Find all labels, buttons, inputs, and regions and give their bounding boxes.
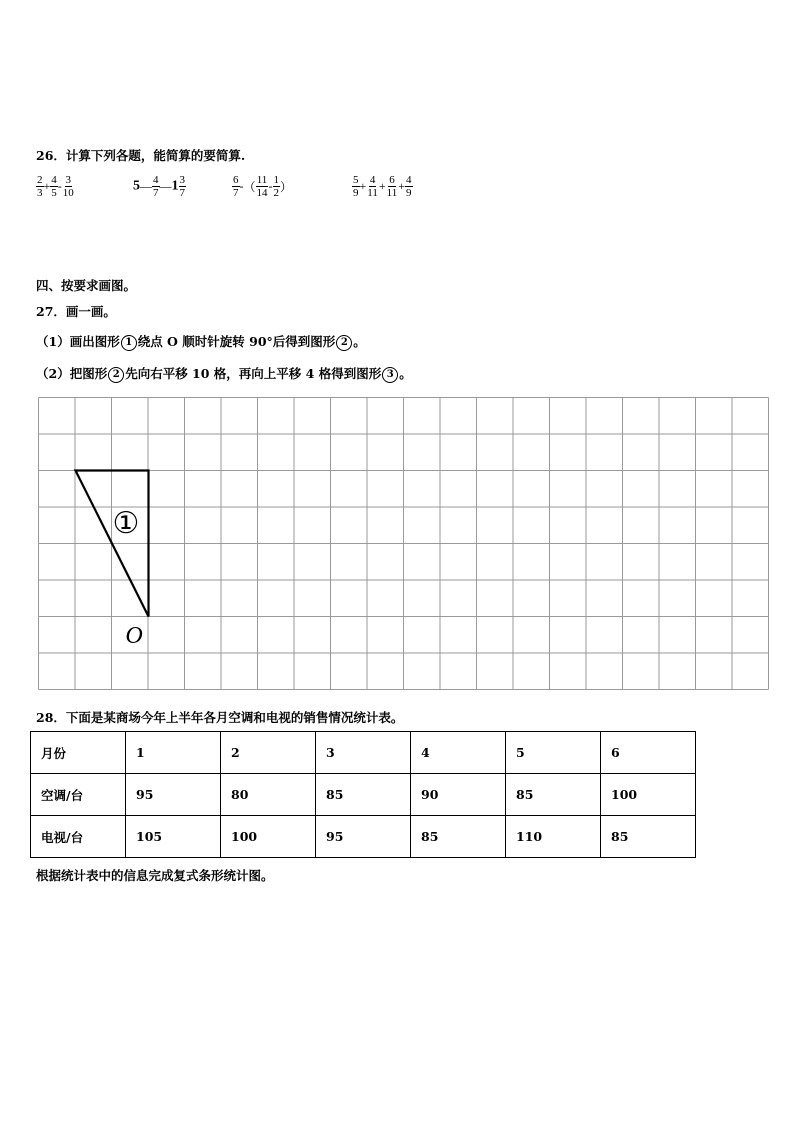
circled-number-1: 1 [121,335,137,351]
fraction: $\frac{4}{7}$ [153,174,159,199]
table-cell: 110 [506,816,601,858]
table-cell: 95 [316,816,411,858]
q28-footer: 根据统计表中的信息完成复式条形统计图。 [36,868,274,883]
circled-number-3: 3 [382,367,398,383]
sales-table [30,731,696,858]
table-cell: 月份 [31,732,126,774]
table-cell: 85 [316,774,411,816]
table-cell: 100 [601,774,696,816]
q26-expression-4: $\frac{5}{9}$ + $\frac{4}{11}$ + $\frac{6}{11}$ + $\frac{4}{9}$ [353,174,412,199]
q26-expression-3: $\frac{6}{7}$ -（ $\frac{11}{14}$ - $\frac{1}{2}$ ） [233,174,293,199]
table-cell: 90 [411,774,506,816]
table-cell: 6 [601,732,696,774]
fraction: $\frac{2}{3}$ [37,174,43,199]
fraction: $\frac{5}{9}$ [353,174,359,199]
fraction: $\frac{6}{7}$ [233,174,239,199]
fraction: $\frac{1}{2}$ [273,174,280,199]
fraction: $\frac{11}{14}$ [256,174,268,199]
fraction: $\frac{4}{11}$ [367,174,378,199]
table-cell: 105 [126,816,221,858]
table-cell: 85 [411,816,506,858]
q26-title: 26．计算下列各题，能简算的要简算. [36,148,246,163]
drawing-grid [38,397,770,691]
q26-expression-1: $\frac{2}{3}$ + $\frac{4}{5}$ - $\frac{3}{10}$ [37,174,74,199]
table-cell: 电视/台 [31,816,126,858]
fraction: $\frac{3}{7}$ [179,174,185,199]
section-4-title: 四、按要求画图。 [36,278,137,293]
shape-label-1: ① [112,506,140,541]
q26-expression-2: 5— $\frac{4}{7}$ —1 $\frac{3}{7}$ [133,174,185,199]
table-row [31,816,696,858]
fraction: $\frac{4}{9}$ [406,174,412,199]
table-cell: 4 [411,732,506,774]
table-cell: 5 [506,732,601,774]
table-cell: 85 [506,774,601,816]
fraction: $\frac{6}{11}$ [386,174,398,199]
table-cell: 100 [221,816,316,858]
q28-title: 28．下面是某商场今年上半年各月空调和电视的销售情况统计表。 [36,710,404,725]
table-header-row [31,732,696,774]
table-cell: 空调/台 [31,774,126,816]
q27-instruction-1: （1）画出图形 1 绕点 O 顺时针旋转 90°后得到图形 2 。 [36,334,366,349]
q27-title: 27．画一画。 [36,304,116,319]
q27-instruction-2: （2）把图形 2 先向右平移 10 格，再向上平移 4 格得到图形 3 。 [36,366,412,381]
table-cell: 95 [126,774,221,816]
table-cell: 85 [601,816,696,858]
fraction: $\frac{3}{10}$ [62,174,74,199]
table-cell: 1 [126,732,221,774]
table-cell: 2 [221,732,316,774]
circled-number-2: 2 [108,367,124,383]
point-o-label: O [125,623,143,649]
table-row [31,774,696,816]
fraction: $\frac{4}{5}$ [51,174,57,199]
table-cell: 3 [316,732,411,774]
circled-number-2: 2 [336,335,352,351]
table-cell: 80 [221,774,316,816]
